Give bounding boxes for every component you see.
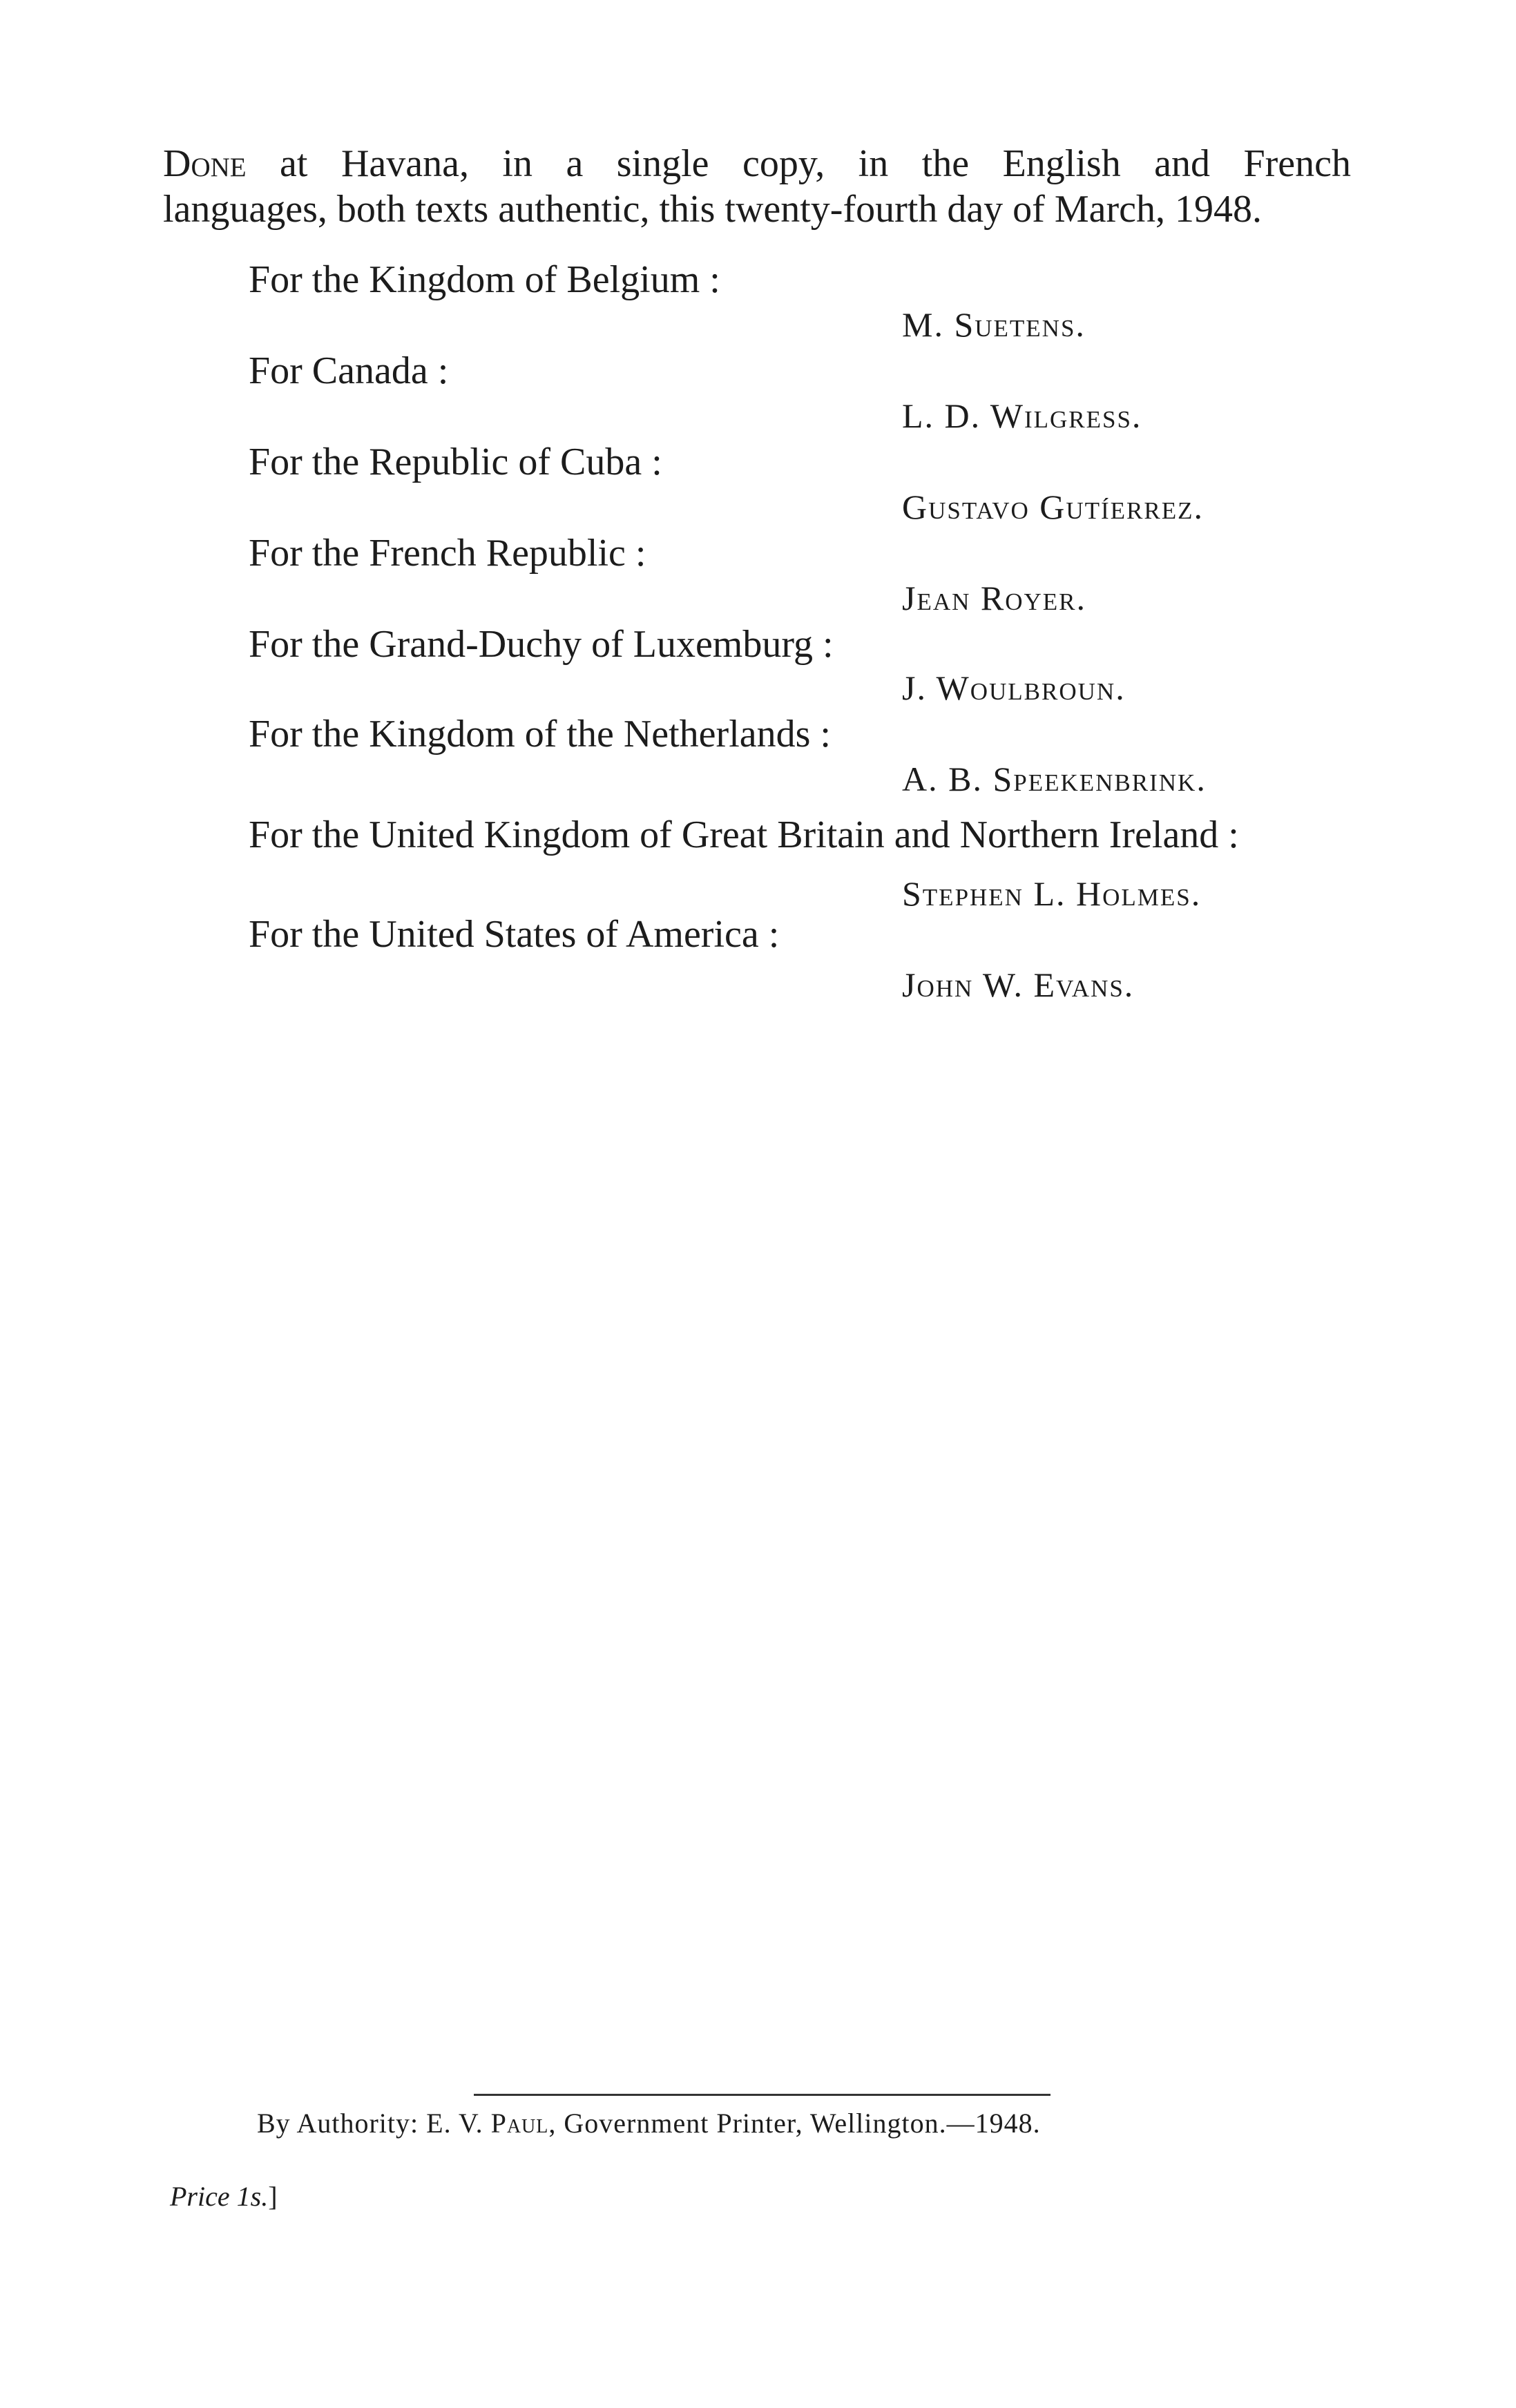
closing-lead-word: Done — [163, 142, 247, 185]
price-note — [170, 2179, 278, 2214]
closing-line-2: languages, both texts authentic, this twenty-fourth day of March, 1948. — [163, 188, 1262, 231]
closing-line-1: at Havana, in a single copy, in the English and French — [246, 142, 1351, 185]
country-cuba: For the Republic of Cuba : — [249, 441, 662, 483]
price-text: Price 1s. — [170, 2181, 269, 2212]
signer-canada: L. D. Wilgress. — [902, 396, 1142, 435]
country-canada: For Canada : — [249, 349, 449, 392]
signer-luxemburg: J. Woulbroun. — [902, 668, 1126, 707]
country-united-kingdom: For the United Kingdom of Great Britain and Northern Ireland : — [249, 813, 1239, 856]
imprint-printer-name: Paul — [490, 2108, 549, 2139]
printer-imprint — [257, 2106, 1041, 2141]
signer-belgium: M. Suetens. — [902, 305, 1086, 344]
signer-france: Jean Royer. — [902, 579, 1087, 617]
country-united-states: For the United States of America : — [249, 913, 780, 956]
country-luxemburg: For the Grand-Duchy of Luxemburg : — [249, 623, 834, 666]
imprint-prefix: By Authority: E. V. — [257, 2108, 491, 2139]
price-bracket: ] — [268, 2181, 278, 2212]
signer-united-kingdom: Stephen L. Holmes. — [902, 874, 1202, 913]
country-belgium: For the Kingdom of Belgium : — [249, 258, 720, 301]
signer-netherlands: A. B. Speekenbrink. — [902, 760, 1207, 798]
signer-cuba: Gustavo Gutíerrez. — [902, 488, 1204, 526]
country-netherlands: For the Kingdom of the Netherlands : — [249, 713, 831, 755]
closing-paragraph — [163, 141, 1351, 232]
country-france: For the French Republic : — [249, 532, 646, 575]
imprint-suffix: , Government Printer, Wellington.—1948. — [548, 2108, 1041, 2139]
signer-united-states: John W. Evans. — [902, 965, 1135, 1004]
footer-rule — [474, 2094, 1050, 2096]
